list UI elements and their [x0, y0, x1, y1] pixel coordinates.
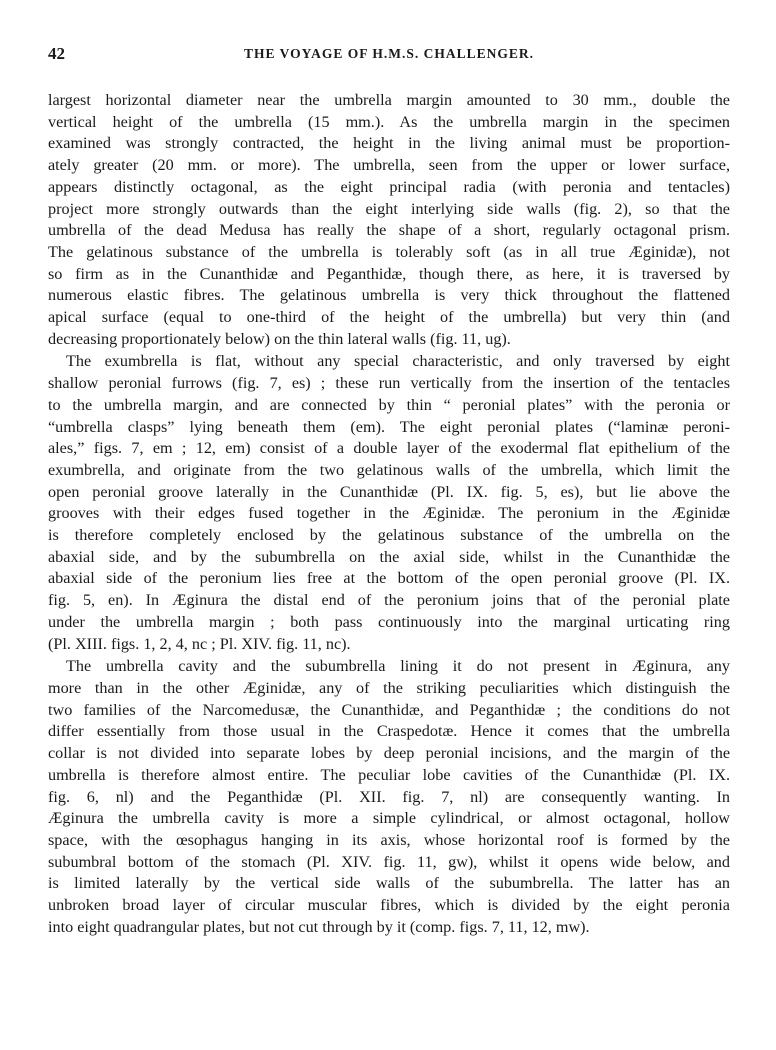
text-line: (Pl. XIII. figs. 1, 2, 4, nc ; Pl. XIV. fig. 11, nc).	[48, 634, 351, 653]
text-line: “umbrella clasps” lying beneath them (em). The eight peronial plates (“laminæ peroni-	[48, 417, 730, 436]
text-line: appears distinctly octagonal, as the eight principal radia (with peronia and tentacles)	[48, 177, 730, 196]
text-line: abaxial side of the peronium lies free at the bottom of the open peronial groove (Pl. IX.	[48, 569, 730, 588]
paragraph-3	[48, 656, 730, 938]
text-line: two families of the Narcomedusæ, the Cunanthidæ, and Peganthidæ ; the conditions do not	[48, 700, 730, 719]
text-line: apical surface (equal to one-third of the height of the umbrella) but very thin (and	[48, 308, 730, 327]
text-line: open peronial groove laterally in the Cunanthidæ (Pl. IX. fig. 5, es), but lie above the	[48, 482, 730, 501]
text-line: ately greater (20 mm. or more). The umbrella, seen from the upper or lower surface,	[48, 156, 730, 175]
text-line: shallow peronial furrows (fig. 7, es) ; these run vertically from the insertion of the tentacles	[48, 374, 730, 393]
text-line: numerous elastic fibres. The gelatinous umbrella is very thick throughout the flattened	[48, 286, 730, 305]
text-line: space, with the œsophagus hanging in its axis, whose horizontal roof is formed by the	[48, 830, 730, 849]
text-line: differ essentially from those usual in the Craspedotæ. Hence it comes that the umbrella	[48, 722, 730, 741]
text-line: into eight quadrangular plates, but not cut through by it (comp. figs. 7, 11, 12, mw).	[48, 917, 590, 936]
text-line: ales,” figs. 7, em ; 12, em) consist of a double layer of the exodermal flat epithelium of the	[48, 439, 730, 458]
text-line: subumbral bottom of the stomach (Pl. XIV. fig. 11, gw), whilst it opens wide below, and	[48, 852, 730, 871]
text-line: vertical height of the umbrella (15 mm.). As the umbrella margin in the specimen	[48, 112, 730, 131]
text-line: fig. 5, en). In Æginura the distal end of the peronium joins that of the peronial plate	[48, 591, 730, 610]
text-line: exumbrella, and originate from the two gelatinous walls of the umbrella, which limit the	[48, 460, 730, 479]
text-line: grooves with their edges fused together in the Æginidæ. The peronium in the Æginidæ	[48, 504, 730, 523]
paragraph-2	[48, 351, 730, 655]
text-line: is therefore completely enclosed by the gelatinous substance of the umbrella on the	[48, 526, 730, 545]
text-line: The umbrella cavity and the subumbrella lining it do not present in Æginura, any	[66, 657, 730, 676]
text-line: under the umbrella margin ; both pass continuously into the marginal urticating ring	[48, 612, 730, 631]
running-title: THE VOYAGE OF H.M.S. CHALLENGER.	[243, 46, 535, 61]
text-line: umbrella of the dead Medusa has really the shape of a short, regularly octagonal prism.	[48, 221, 730, 240]
text-line: so firm as in the Cunanthidæ and Peganthidæ, though there, as here, it is traversed by	[48, 264, 730, 283]
text-line: The gelatinous substance of the umbrella is tolerably soft (as in all true Æginidæ), not	[48, 242, 730, 261]
text-line: is limited laterally by the vertical side walls of the subumbrella. The latter has an	[48, 874, 730, 893]
text-line: more than in the other Æginidæ, any of the striking peculiarities which distinguish the	[48, 678, 730, 697]
text-line: unbroken broad layer of circular muscular fibres, which is divided by the eight peronia	[48, 896, 730, 915]
text-line: to the umbrella margin, and are connected by thin “ peronial plates” with the peronia or	[48, 395, 730, 414]
text-line: largest horizontal diameter near the umbrella margin amounted to 30 mm., double the	[48, 91, 730, 109]
paragraph-1	[48, 90, 730, 350]
text-line: examined was strongly contracted, the height in the living animal must be proportion-	[48, 134, 730, 153]
page-number: 42	[48, 44, 65, 63]
body-text	[48, 90, 730, 938]
text-line: The exumbrella is flat, without any special characteristic, and only traversed by eight	[66, 352, 730, 371]
text-line: fig. 6, nl) and the Peganthidæ (Pl. XII. fig. 7, nl) are consequently wanting. In	[48, 787, 730, 806]
text-line: project more strongly outwards than the eight interlying side walls (fig. 2), so that the	[48, 199, 730, 218]
text-line: umbrella is therefore almost entire. The peculiar lobe cavities of the Cunanthidæ (Pl. IX.	[48, 765, 730, 784]
text-line: decreasing proportionately below) on the thin lateral walls (fig. 11, ug).	[48, 329, 511, 348]
text-line: abaxial side, and by the subumbrella on the axial side, whilst in the Cunanthidæ the	[48, 547, 730, 566]
running-head	[48, 44, 730, 68]
text-line: Æginura the umbrella cavity is more a simple cylindrical, or almost octagonal, hollow	[48, 809, 730, 828]
document-page	[48, 44, 730, 938]
text-line: collar is not divided into separate lobes by deep peronial incisions, and the margin of the	[48, 744, 730, 763]
